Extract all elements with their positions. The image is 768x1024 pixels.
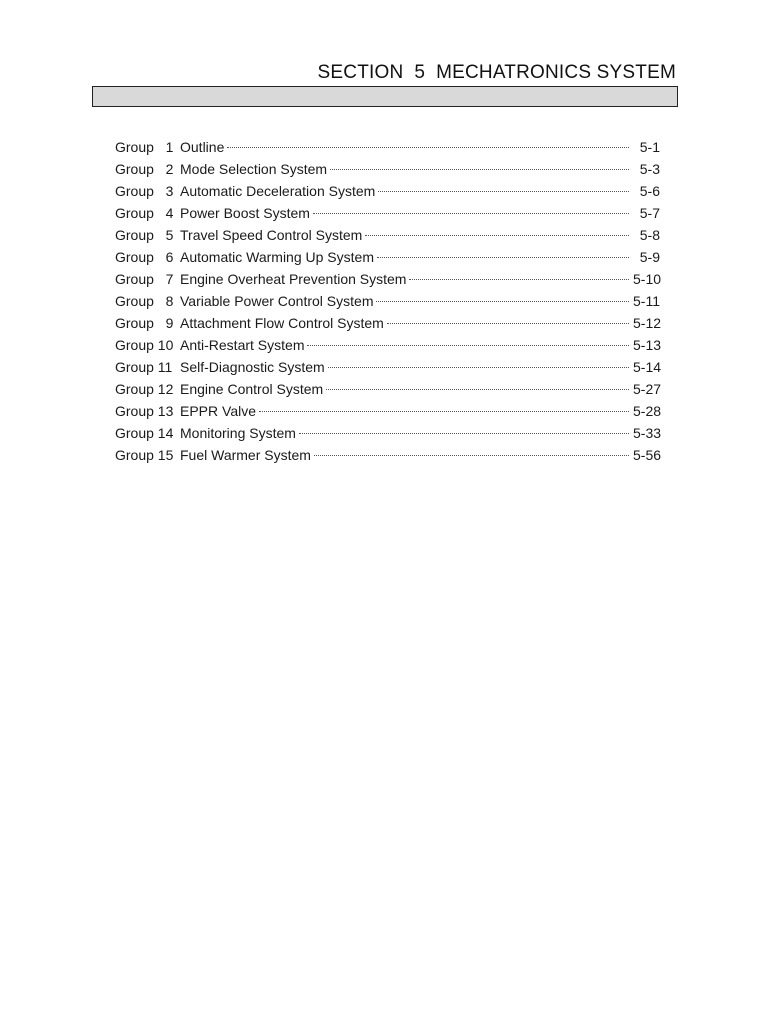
toc-entry-group-9[interactable]: [115, 314, 660, 336]
toc-leader-dots: [376, 301, 629, 302]
toc-leader-dots: [409, 279, 629, 280]
toc-title: Variable Power Control System: [180, 293, 374, 309]
toc-group-number: Group 14: [115, 425, 174, 441]
toc-page-number: 5-6: [639, 183, 660, 199]
toc-entry-group-4[interactable]: [115, 204, 660, 226]
toc-title: Outline: [180, 139, 225, 155]
toc-entry-group-1[interactable]: [115, 138, 660, 160]
toc-page-number: 5-56: [633, 447, 662, 463]
toc-entry-group-3[interactable]: [115, 182, 660, 204]
toc-entry-group-6[interactable]: [115, 248, 660, 270]
toc-group-number: Group 11: [115, 359, 173, 375]
toc-group-number: Group 7: [115, 271, 174, 287]
toc-entry-group-14[interactable]: [115, 424, 660, 446]
toc-group-number: Group 6: [115, 249, 174, 265]
toc-entry-group-10[interactable]: [115, 336, 660, 358]
toc-page-number: 5-9: [639, 249, 660, 265]
toc-page-number: 5-11: [633, 293, 660, 309]
toc-page-number: 5-14: [633, 359, 662, 375]
toc-group-number: Group 12: [115, 381, 174, 397]
toc-leader-dots: [314, 455, 629, 456]
toc-leader-dots: [307, 345, 629, 346]
toc-entry-group-8[interactable]: [115, 292, 660, 314]
toc-leader-dots: [377, 257, 629, 258]
toc-entry-group-2[interactable]: [115, 160, 660, 182]
toc-title: Monitoring System: [180, 425, 296, 441]
toc-page-number: 5-33: [633, 425, 662, 441]
toc-page-number: 5-8: [639, 227, 660, 243]
toc-entry-group-7[interactable]: [115, 270, 660, 292]
toc-leader-dots: [365, 235, 629, 236]
toc-leader-dots: [326, 389, 629, 390]
table-of-contents: [115, 138, 660, 468]
toc-title: Fuel Warmer System: [180, 447, 311, 463]
toc-leader-dots: [378, 191, 629, 192]
toc-group-number: Group 3: [115, 183, 174, 199]
toc-page-number: 5-7: [639, 205, 660, 221]
toc-group-number: Group 10: [115, 337, 174, 353]
toc-leader-dots: [387, 323, 629, 324]
toc-leader-dots: [313, 213, 629, 214]
toc-group-number: Group 8: [115, 293, 174, 309]
toc-title: Mode Selection System: [180, 161, 328, 177]
toc-group-number: Group 5: [115, 227, 174, 243]
toc-group-number: Group 13: [115, 403, 174, 419]
toc-entry-group-15[interactable]: [115, 446, 660, 468]
toc-title: Attachment Flow Control System: [180, 315, 384, 331]
title-bar: [92, 86, 678, 107]
toc-leader-dots: [330, 169, 629, 170]
toc-entry-group-5[interactable]: [115, 226, 660, 248]
toc-title: Power Boost System: [180, 205, 310, 221]
toc-title: Travel Speed Control System: [180, 227, 363, 243]
toc-group-number: Group 1: [115, 139, 174, 155]
toc-group-number: Group 9: [115, 315, 174, 331]
toc-page-number: 5-13: [633, 337, 662, 353]
toc-page-number: 5-27: [633, 381, 662, 397]
toc-leader-dots: [259, 411, 629, 412]
toc-page-number: 5-10: [633, 271, 662, 287]
section-title: SECTION 5 MECHATRONICS SYSTEM: [317, 62, 676, 83]
toc-title: Automatic Deceleration System: [180, 183, 376, 199]
toc-entry-group-12[interactable]: [115, 380, 660, 402]
toc-page-number: 5-1: [639, 139, 660, 155]
toc-page-number: 5-28: [633, 403, 662, 419]
toc-leader-dots: [227, 147, 629, 148]
toc-title: Automatic Warming Up System: [180, 249, 374, 265]
toc-title: Engine Control System: [180, 381, 324, 397]
toc-group-number: Group 2: [115, 161, 174, 177]
toc-title: Anti-Restart System: [180, 337, 305, 353]
toc-title: Engine Overheat Prevention System: [180, 271, 407, 287]
toc-title: Self-Diagnostic System: [180, 359, 325, 375]
toc-group-number: Group 15: [115, 447, 174, 463]
toc-group-number: Group 4: [115, 205, 174, 221]
toc-leader-dots: [299, 433, 629, 434]
toc-page-number: 5-3: [639, 161, 660, 177]
toc-page-number: 5-12: [633, 315, 662, 331]
toc-entry-group-11[interactable]: [115, 358, 660, 380]
toc-leader-dots: [328, 367, 629, 368]
toc-title: EPPR Valve: [180, 403, 256, 419]
toc-entry-group-13[interactable]: [115, 402, 660, 424]
